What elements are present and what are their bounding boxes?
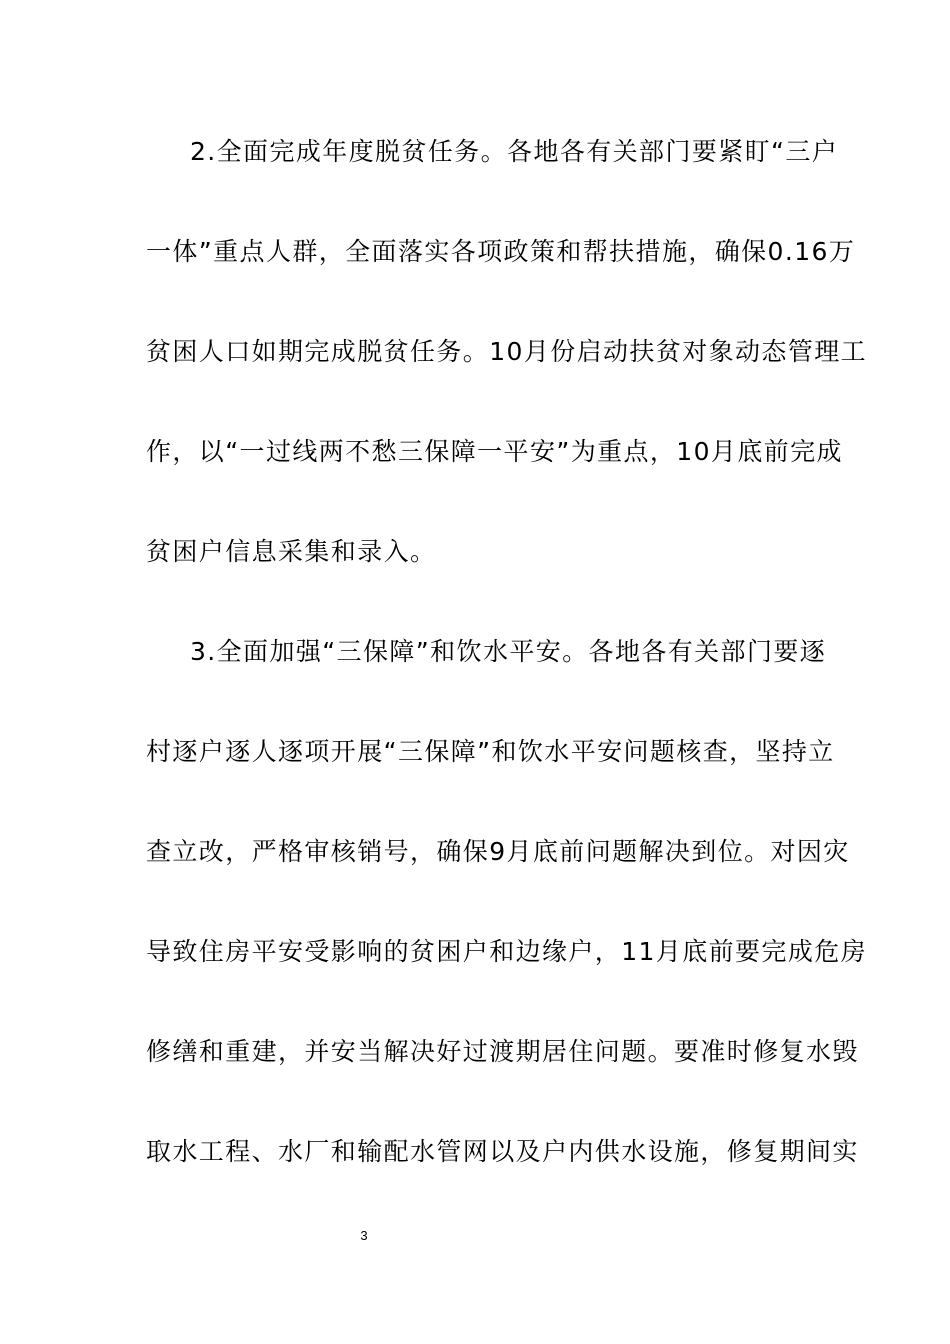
paragraph-3-line-1: 3.全面加强“三保障”和饮水平安。各地各有关部门要逐: [190, 637, 827, 666]
paragraph-2-line-3: 贫困人口如期完成脱贫任务。10月份启动扶贫对象动态管理工: [146, 337, 868, 366]
paragraph-2-line-5: 贫困户信息采集和录入。: [146, 537, 437, 566]
paragraph-3-line-4: 导致住房平安受影响的贫困户和边缘户，11月底前要完成危房: [146, 937, 868, 966]
paragraph-3-line-3: 查立改，严格审核销号，确保9月底前问题解决到位。对因灾: [146, 837, 850, 866]
paragraph-2-line-4: 作，以“一过线两不愁三保障一平安”为重点，10月底前完成: [146, 437, 843, 466]
paragraph-3-line-6: 取水工程、水厂和输配水管网以及户内供水设施，修复期间实: [146, 1137, 859, 1166]
paragraph-3-line-2: 村逐户逐人逐项开展“三保障”和饮水平安问题核查，坚持立: [146, 737, 835, 766]
paragraph-2-line-2: 一体”重点人群，全面落实各项政策和帮扶措施，确保0.16万: [146, 237, 856, 266]
page-number: 3: [360, 1228, 368, 1243]
paragraph-3-line-5: 修缮和重建，并安当解决好过渡期居住问题。要准时修复水毁: [146, 1037, 859, 1066]
paragraph-2-line-1: 2.全面完成年度脱贫任务。各地各有关部门要紧盯“三户: [190, 137, 839, 166]
